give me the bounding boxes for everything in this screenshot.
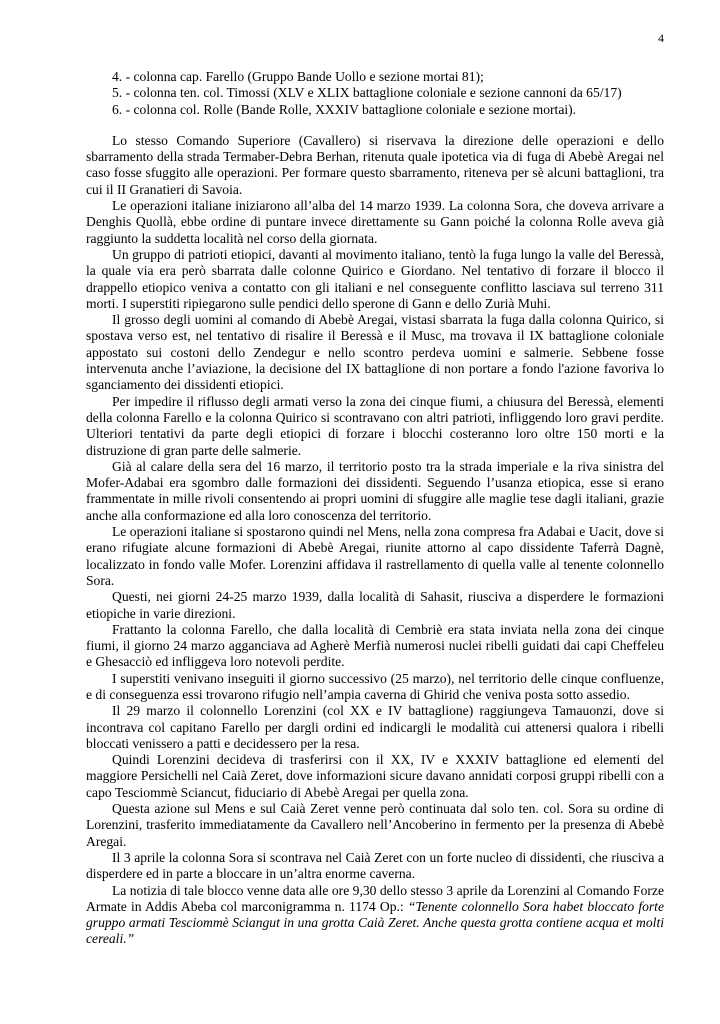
page-number: 4 <box>658 31 664 45</box>
paragraph: Questa azione sul Mens e sul Caià Zeret venne però continuata dal solo ten. col. Sora su ordine di Lorenzini, trasferito immediatamente da Cavallero nell’Ancoberino in fermento per la presenza di Abebè Aregai. <box>86 801 664 849</box>
paragraph: I superstiti venivano inseguiti il giorno successivo (25 marzo), nel territorio delle cinque confluenze, e di conseguenza essi trovarono rifugio nell’ampia caverna di Ghirid che veniva posta sotto assedio. <box>86 670 664 702</box>
final-paragraph <box>86 883 664 948</box>
paragraph: Lo stesso Comando Superiore (Cavallero) si riservava la direzione delle operazioni e dello sbarramento della strada Termaber-Debra Berhan, ritenuta quale ipotetica via di fuga di Abebè Aregai nel caso fosse sfuggito alle operazioni. Per formare questo sbarramento, riteneva per sè alcuni battaglioni, tra cui il II Granatieri di Savoia. <box>86 132 664 197</box>
list-item-column-4: 4. - colonna cap. Farello (Gruppo Bande Uollo e sezione mortai 81); <box>112 69 484 84</box>
paragraph: Un gruppo di patrioti etiopici, davanti al movimento italiano, tentò la fuga lungo la valle del Beressà, la quale via era però sbarrata dalle colonne Quirico e Giordano. Nel tentativo di forzare il blocco il drappello etiopico veniva a contatto con gli italiani e nel conseguente conflitto lasciava sul terreno 311 morti. I superstiti ripiegarono sulle pendici dello sperone di Gann e dello Zurià Muhi. <box>86 246 664 311</box>
section-gap <box>86 118 664 133</box>
paragraph: Le operazioni italiane iniziarono all’alba del 14 marzo 1939. La colonna Sora, che doveva arrivare a Denghis Quollà, ebbe ordine di puntare invece direttamente su Gann poiché la colonna Rolle aveva già raggiunto la suddetta località nel corso della giornata. <box>86 198 664 246</box>
paragraph: Per impedire il riflusso degli armati verso la zona dei cinque fiumi, a chiusura del Beressà, elementi della colonna Farello e la colonna Quirico si scontravano con altri patrioti, infliggendo loro gravi perdite. Ulteriori tentativi da parte degli etiopici di forzare i blocchi costeranno loro oltre 150 morti e la distruzione di gran parte delle salmerie. <box>86 393 664 458</box>
paragraph: Questi, nei giorni 24-25 marzo 1939, dalla località di Sahasit, riusciva a disperdere le formazioni etiopiche in varie direzioni. <box>86 589 664 621</box>
list-item-column-6: 6. - colonna col. Rolle (Bande Rolle, XXXIV battaglione coloniale e sezione mortai). <box>112 101 577 117</box>
paragraph: Già al calare della sera del 16 marzo, il territorio posto tra la strada imperiale e la riva sinistra del Mofer-Adabai era sgombro dalle formazioni dei dissidenti. Seguendo l’usanza etiopica, esse si erano frammentate in mille rivoli consentendo ai propri uomini di sfuggire alle maglie tese dagli italiani, grazie anche alla conformazione ed alla loro conoscenza del territorio. <box>86 458 664 523</box>
final-paragraph-text: La notizia di tale blocco venne data alle ore 9,30 dello stesso 3 aprile da Lorenzini al Comando Forze Armate in Addis Abeba col marconigramma n. 1174 Op.: <box>86 882 664 914</box>
radiogram-quote: “Tenente colonnello Sora habet bloccato forte gruppo armati Tesciommè Sciangut in una grotta Caià Zeret. Anche questa grotta contiene acqua et molti cereali.” <box>86 898 664 947</box>
paragraph: Quindi Lorenzini decideva di trasferirsi con il XX, IV e XXXIV battaglione ed elementi del maggiore Persichelli nel Caià Zeret, dove informazioni sicure davano annidati corposi gruppi ribelli con a capo Tesciommè Sciancut, fiduciario di Abebè Aregai per quella zona. <box>86 752 664 800</box>
body-text <box>86 69 664 948</box>
list-item-column-5: 5. - colonna ten. col. Timossi (XLV e XLIX battaglione coloniale e sezione cannoni da 65/17) <box>112 85 622 101</box>
paragraph: Il 3 aprile la colonna Sora si scontrava nel Caià Zeret con un forte nucleo di dissidenti, che riusciva a disperdere ed in parte a bloccare in un’altra enorme caverna. <box>86 849 664 882</box>
paragraph: Le operazioni italiane si spostarono quindi nel Mens, nella zona compresa fra Adabai e Uacit, dove si erano rifugiate alcune formazioni di Abebè Aregai, riunite attorno al capo dissidente Taferrà Dagnè, localizzato in fondo valle Mofer. Lorenzini affidava il rastrellamento di quella valle al tenente colonnello Sora. <box>86 524 664 588</box>
paragraph: Il grosso degli uomini al comando di Abebè Aregai, vistasi sbarrata la fuga dalla colonna Quirico, si spostava verso est, nel tentativo di risalire il Beressà e il Musc, ma trovava il IX battaglione coloniale appostato sui costoni dello Zendegur e nello scontro perdeva uomini e salmerie. Sebbene fosse intervenuta anche l’aviazione, la decisione del IX battaglione di non portare a fondo l'azione favoriva lo sganciamento dei dissidenti etiopici. <box>86 312 664 393</box>
paragraph: Il 29 marzo il colonnello Lorenzini (col XX e IV battaglione) raggiungeva Tamauonzi, dove si incontrava col capitano Farello per dargli ordini ed indicargli le modalità cui attenersi qualora i ribelli bloccati venissero a patti e decidessero per la resa. <box>86 703 664 751</box>
paragraph: Frattanto la colonna Farello, che dalla località di Cembriè era stata inviata nella zona dei cinque fiumi, il giorno 24 marzo agganciava ad Agherè Merfià numerosi nuclei ribelli guidati dai capi Cheffeleu e Ghesacciò ed infliggeva loro notevoli perdite. <box>86 621 664 670</box>
